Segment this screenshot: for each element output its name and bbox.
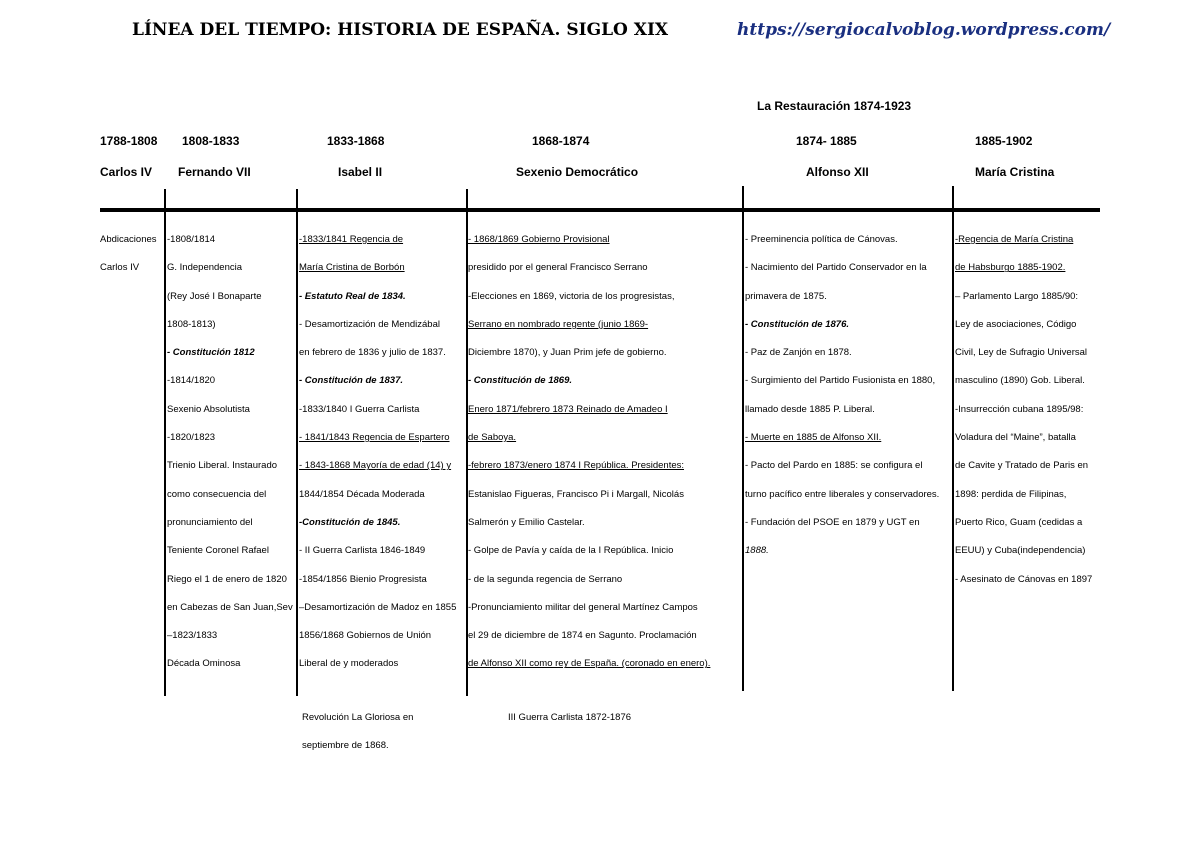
event-line: - 1841/1843 Regencia de Espartero [299, 432, 450, 444]
column-carlos-iv [100, 226, 157, 283]
period-name-sexenio: Sexenio Democrático [516, 165, 639, 179]
event-line: -Pronunciamiento militar del general Martínez Campos [468, 601, 698, 613]
event-line: -1833/1841 Regencia de [299, 234, 404, 245]
divider-1833 [164, 189, 166, 696]
event-line: 1856/1868 Gobiernos de Unión [299, 630, 432, 642]
period-dates-fernando-vii: 1808-1833 [182, 134, 240, 148]
event-line: de Habsburgo 1885-1902. [955, 262, 1066, 274]
event-line: -Regencia de María Cristina [955, 234, 1074, 245]
event-line: Voladura del “Maine”, batalla [955, 432, 1076, 444]
event-line: - 1868/1869 Gobierno Provisional [468, 234, 610, 245]
event-line: - Asesinato de Cánovas en 1897 [955, 573, 1093, 585]
event-line: pronunciamiento del [167, 516, 253, 528]
event-line: - Desamortización de Mendizábal [299, 318, 440, 330]
event-line: masculino (1890) Gob. Liberal. [955, 375, 1085, 387]
event-line: EEUU) y Cuba(independencia) [955, 545, 1086, 557]
column-isabel-ii [299, 226, 456, 679]
period-dates-maria-cristina: 1885-1902 [975, 134, 1033, 148]
period-dates-carlos-iv: 1788-1808 [100, 134, 158, 148]
event-line: -1814/1820 [167, 375, 216, 387]
revolucion-gloriosa-line-2: septiembre de 1868. [302, 740, 389, 751]
event-line: Abdicaciones [100, 234, 157, 245]
event-line: Sexenio Absolutista [167, 403, 250, 415]
blog-url-link[interactable]: https://sergiocalvoblog.wordpress.com/ [737, 20, 1111, 40]
event-line: - Fundación del PSOE en 1879 y UGT en [745, 516, 920, 528]
event-line: 1898: perdida de Filipinas, [955, 488, 1067, 500]
column-sexenio [468, 226, 710, 679]
event-line: - Surgimiento del Partido Fusionista en 1880, [745, 375, 936, 387]
event-line: - II Guerra Carlista 1846-1849 [299, 545, 426, 557]
tercera-guerra-carlista: III Guerra Carlista 1872-1876 [508, 712, 632, 723]
period-dates-alfonso-xii: 1874- 1885 [796, 134, 857, 148]
event-line: - Muerte en 1885 de Alfonso XII. [745, 432, 882, 444]
period-dates-sexenio: 1868-1874 [532, 134, 590, 148]
event-line: como consecuencia del [167, 488, 267, 500]
event-line: –Desamortización de Madoz en 1855 [299, 601, 457, 613]
timeline-bar [100, 208, 1100, 212]
event-line: - Pacto del Pardo en 1885: se configura el [745, 460, 923, 472]
event-line: primavera de 1875. [745, 290, 827, 302]
event-line: -1854/1856 Bienio Progresista [299, 573, 427, 585]
event-line: el 29 de diciembre de 1874 en Sagunto. Proclamación [468, 630, 697, 642]
event-line: - Constitución de 1837. [299, 375, 403, 387]
event-line: - Constitución 1812 [167, 347, 255, 359]
event-line: llamado desde 1885 P. Liberal. [745, 403, 875, 415]
column-maria-cristina [955, 226, 1092, 594]
divider-1833b [296, 189, 298, 696]
period-name-isabel-ii: Isabel II [338, 165, 383, 179]
event-line: Ley de asociaciones, Código [955, 318, 1077, 330]
event-line: presidido por el general Francisco Serrano [468, 262, 648, 274]
period-name-carlos-iv: Carlos IV [100, 165, 153, 179]
event-line: María Cristina de Borbón [299, 262, 405, 274]
event-line: Puerto Rico, Guam (cedidas a [955, 516, 1083, 528]
restauracion-heading: La Restauración 1874-1923 [757, 99, 912, 113]
event-line: –1823/1833 [167, 630, 218, 642]
event-line: en febrero de 1836 y julio de 1837. [299, 347, 446, 359]
event-line: -Insurrección cubana 1895/98: [955, 403, 1084, 415]
period-name-maria-cristina: María Cristina [975, 165, 1055, 179]
event-line: -1833/1840 I Guerra Carlista [299, 403, 420, 415]
event-line: Teniente Coronel Rafael [167, 545, 269, 557]
event-line: - Estatuto Real de 1834. [299, 290, 406, 302]
event-line: (Rey José I Bonaparte [167, 290, 262, 302]
event-line: -Constitución de 1845. [299, 516, 401, 528]
event-line: - Nacimiento del Partido Conservador en la [745, 262, 927, 274]
event-line: - Preeminencia política de Cánovas. [745, 234, 898, 245]
event-line: G. Independencia [167, 262, 243, 274]
event-line: turno pacífico entre liberales y conservadores. [745, 488, 940, 500]
event-line: - de la segunda regencia de Serrano [468, 573, 623, 585]
event-line: -Elecciones en 1869, victoria de los progresistas, [468, 290, 675, 302]
event-line: - Constitución de 1876. [745, 318, 849, 330]
event-line: - Constitución de 1869. [468, 375, 572, 387]
event-line: -1808/1814 [167, 234, 216, 245]
page-title: LÍNEA DEL TIEMPO: HISTORIA DE ESPAÑA. SIGLO XIX [132, 20, 669, 40]
event-line: -febrero 1873/enero 1874 I República. Presidentes: [468, 460, 684, 472]
column-fernando-vii [167, 226, 293, 679]
revolucion-gloriosa-line-1: Revolución La Gloriosa en [302, 712, 414, 723]
event-line: Serrano en nombrado regente (junio 1869- [468, 318, 649, 330]
period-dates-isabel-ii: 1833-1868 [327, 134, 385, 148]
event-line: Liberal de y moderados [299, 658, 399, 670]
event-line: Carlos IV [100, 262, 140, 274]
event-line: - Golpe de Pavía y caída de la I República. Inicio [468, 545, 674, 557]
divider-1874 [742, 186, 744, 691]
event-line: 1844/1854 Década Moderada [299, 488, 425, 500]
event-line: Enero 1871/febrero 1873 Reinado de Amadeo I [468, 403, 668, 415]
event-line: Diciembre 1870), y Juan Prim jefe de gobierno. [468, 347, 667, 359]
event-line: Salmerón y Emilio Castelar. [468, 516, 585, 528]
event-line: de Saboya. [468, 432, 517, 444]
period-name-alfonso-xii: Alfonso XII [806, 165, 869, 179]
period-name-fernando-vii: Fernando VII [178, 165, 251, 179]
divider-1885 [952, 186, 954, 691]
event-line: Estanislao Figueras, Francisco Pi i Margall, Nicolás [468, 488, 684, 500]
event-line: 1888. [745, 545, 769, 557]
event-line: Riego el 1 de enero de 1820 [167, 573, 287, 585]
event-line: – Parlamento Largo 1885/90: [955, 290, 1079, 302]
column-alfonso-xii [745, 226, 939, 566]
event-line: Década Ominosa [167, 658, 241, 670]
event-line: de Alfonso XII como rey de España. (coronado en enero). [468, 658, 711, 670]
event-line: Civil, Ley de Sufragio Universal [955, 347, 1088, 359]
event-line: - 1843-1868 Mayoría de edad (14) y [299, 460, 452, 472]
event-line: de Cavite y Tratado de Paris en [955, 460, 1089, 472]
event-line: -1820/1823 [167, 432, 216, 444]
event-line: - Paz de Zanjón en 1878. [745, 347, 852, 359]
event-line: en Cabezas de San Juan,Sev [167, 601, 293, 613]
event-line: Trienio Liberal. Instaurado [167, 460, 278, 472]
event-line: 1808-1813) [167, 318, 216, 330]
